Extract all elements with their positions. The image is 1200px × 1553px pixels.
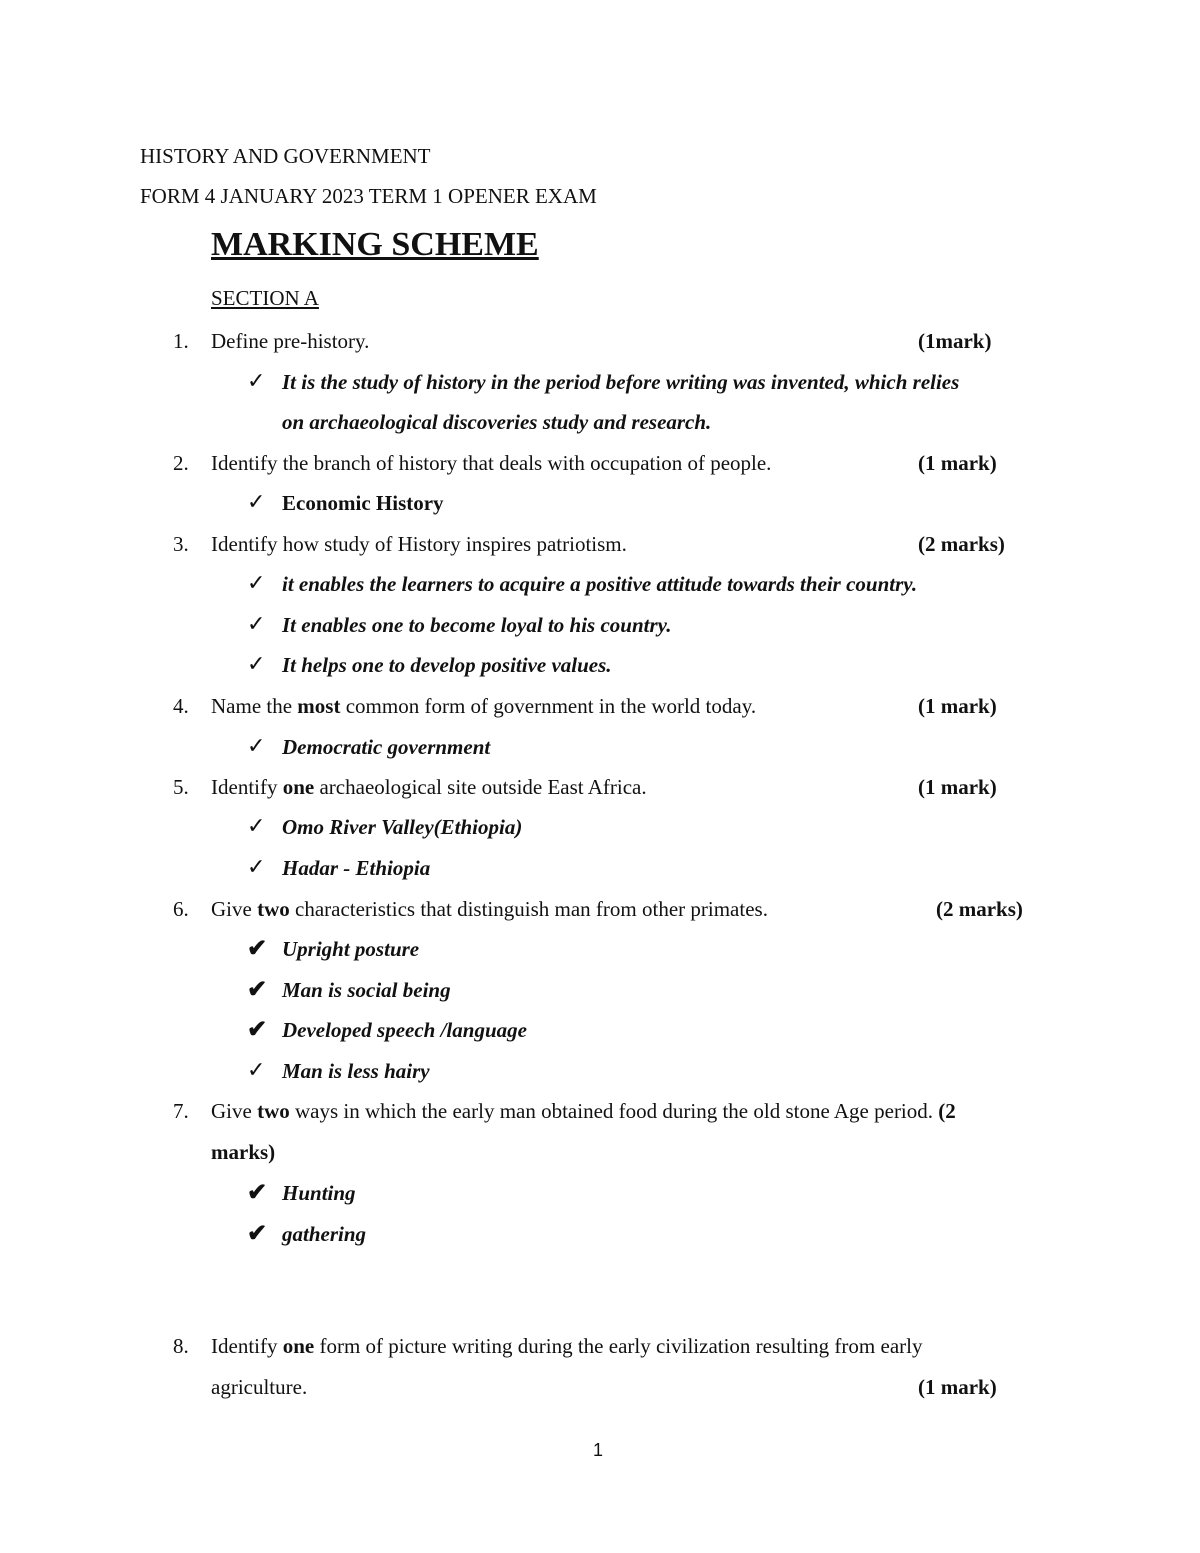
marks-label: (1 mark) bbox=[918, 1375, 997, 1399]
answer-text: Man is less hairy bbox=[282, 1059, 430, 1083]
check-icon: ✓ bbox=[247, 611, 266, 636]
answer-text: Hunting bbox=[282, 1181, 356, 1205]
check-icon: ✓ bbox=[247, 1057, 266, 1082]
question-text: Identify one archaeological site outside East Africa. bbox=[211, 775, 647, 799]
question-number: 1. bbox=[173, 329, 189, 353]
question-text: Name the most common form of government in the world today. bbox=[211, 694, 757, 718]
section-heading: SECTION A bbox=[211, 286, 319, 310]
question-number: 2. bbox=[173, 451, 189, 475]
answer-text: gathering bbox=[282, 1222, 367, 1246]
question-number: 5. bbox=[173, 775, 189, 799]
check-icon: ✔ bbox=[247, 977, 268, 1003]
question-number: 4. bbox=[173, 694, 189, 718]
check-icon: ✔ bbox=[247, 1221, 268, 1247]
question-text: Identify how study of History inspires patriotism. bbox=[211, 532, 627, 556]
check-icon: ✔ bbox=[247, 936, 268, 962]
check-icon: ✓ bbox=[247, 489, 266, 514]
subject-heading: HISTORY AND GOVERNMENT bbox=[140, 144, 431, 168]
page-title: MARKING SCHEME bbox=[211, 226, 539, 263]
marks-label: (2 marks) bbox=[918, 532, 1005, 556]
marks-label: (1mark) bbox=[918, 329, 992, 353]
answer-text: Hadar - Ethiopia bbox=[282, 856, 431, 880]
answer-text: Economic History bbox=[282, 491, 444, 515]
check-icon: ✔ bbox=[247, 1180, 268, 1206]
marks-label: (2 bbox=[938, 1099, 956, 1123]
check-icon: ✓ bbox=[247, 733, 266, 758]
question-number: 8. bbox=[173, 1334, 189, 1358]
check-icon: ✓ bbox=[247, 651, 266, 676]
exam-heading: FORM 4 JANUARY 2023 TERM 1 OPENER EXAM bbox=[140, 184, 597, 208]
check-icon: ✔ bbox=[247, 1017, 268, 1043]
question-text: Define pre-history. bbox=[211, 329, 370, 353]
question-text: Identify one form of picture writing during the early civilization resulting from early bbox=[211, 1334, 923, 1358]
question-number: 7. bbox=[173, 1099, 189, 1123]
question-text: Give two ways in which the early man obtained food during the old stone Age period. (2 bbox=[211, 1099, 956, 1123]
marks-label: (1 mark) bbox=[918, 775, 997, 799]
page-number: 1 bbox=[593, 1440, 604, 1460]
answer-text: Man is social being bbox=[282, 978, 451, 1002]
question-text: Give two characteristics that distinguish man from other primates. bbox=[211, 897, 768, 921]
question-text-continued: agriculture. bbox=[211, 1375, 308, 1399]
marks-label: (1 mark) bbox=[918, 694, 997, 718]
answer-text: Upright posture bbox=[282, 937, 420, 961]
question-number: 6. bbox=[173, 897, 189, 921]
answer-text: It helps one to develop positive values. bbox=[282, 653, 612, 677]
answer-text: Omo River Valley(Ethiopia) bbox=[282, 815, 523, 839]
answer-text: It is the study of history in the period before writing was invented, which relies bbox=[282, 370, 960, 394]
answer-text: it enables the learners to acquire a positive attitude towards their country. bbox=[282, 572, 918, 596]
marks-label: (1 mark) bbox=[918, 451, 997, 475]
check-icon: ✓ bbox=[247, 813, 266, 838]
marks-label: (2 marks) bbox=[936, 897, 1023, 921]
check-icon: ✓ bbox=[247, 368, 266, 393]
marks-label-continued: marks) bbox=[211, 1140, 276, 1164]
answer-text: Developed speech /language bbox=[282, 1018, 527, 1042]
check-icon: ✓ bbox=[247, 854, 266, 879]
question-number: 3. bbox=[173, 532, 189, 556]
check-icon: ✓ bbox=[247, 570, 266, 595]
answer-text: Democratic government bbox=[282, 735, 491, 759]
answer-text-continued: on archaeological discoveries study and research. bbox=[282, 410, 712, 434]
question-text: Identify the branch of history that deals with occupation of people. bbox=[211, 451, 772, 475]
answer-text: It enables one to become loyal to his country. bbox=[282, 613, 672, 637]
